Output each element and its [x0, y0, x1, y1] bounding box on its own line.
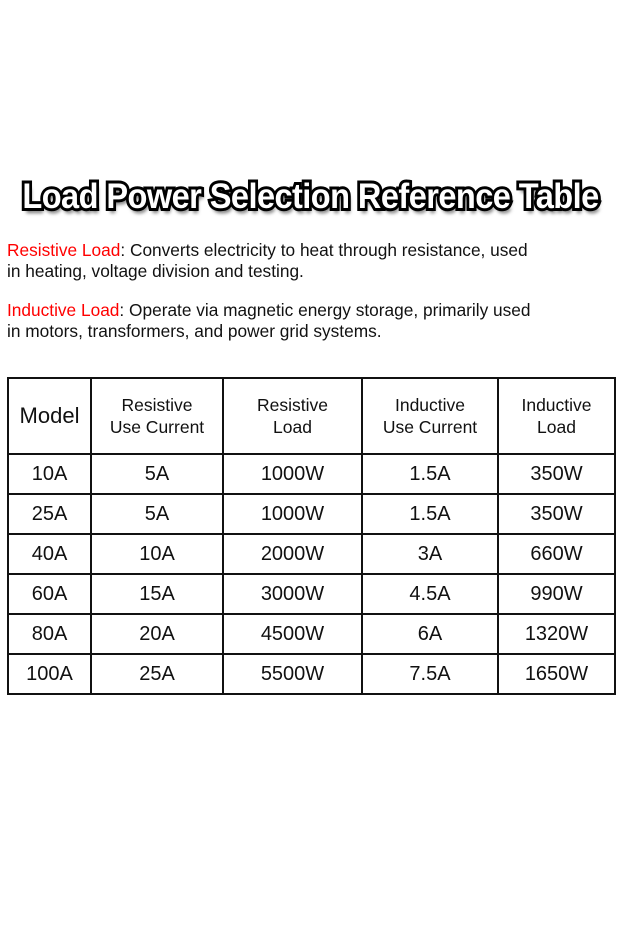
header-text-line-2: Load: [537, 417, 576, 437]
inductive-definition-text: : Operate via magnetic energy storage, primarily used: [119, 300, 531, 320]
table-row: [8, 494, 615, 534]
cell-resistive-use-current: 15A: [91, 574, 223, 614]
cell-inductive-use-current: 1.5A: [362, 454, 498, 494]
cell-resistive-use-current: 20A: [91, 614, 223, 654]
table-row: [8, 454, 615, 494]
cell-model: 10A: [8, 454, 91, 494]
cell-resistive-use-current: 5A: [91, 494, 223, 534]
cell-resistive-use-current: 5A: [91, 454, 223, 494]
cell-inductive-load: 350W: [498, 454, 615, 494]
cell-resistive-use-current: 25A: [91, 654, 223, 694]
inductive-description-line-2: in motors, transformers, and power grid systems.: [7, 321, 382, 341]
cell-model: 60A: [8, 574, 91, 614]
cell-resistive-use-current: 10A: [91, 534, 223, 574]
header-text-line-1: Inductive: [521, 395, 592, 415]
cell-inductive-load: 1320W: [498, 614, 615, 654]
column-header-inductive-use-current: [362, 378, 498, 454]
inductive-load-term: Inductive Load: [7, 300, 120, 320]
header-text-line-1: Resistive: [121, 395, 193, 415]
cell-resistive-load: 1000W: [223, 494, 362, 534]
page-title: Load Power Selection Reference Table: [22, 177, 599, 216]
header-text-line-1: Resistive: [257, 395, 328, 415]
cell-inductive-load: 990W: [498, 574, 615, 614]
cell-model: 40A: [8, 534, 91, 574]
column-header-resistive-load: [223, 378, 362, 454]
header-text: Model: [19, 403, 80, 428]
resistive-description-line-2: in heating, voltage division and testing.: [7, 261, 304, 281]
column-header-inductive-load: [498, 378, 615, 454]
cell-resistive-load: 3000W: [223, 574, 362, 614]
cell-inductive-use-current: 4.5A: [362, 574, 498, 614]
cell-resistive-load: 2000W: [223, 534, 362, 574]
cell-inductive-use-current: 3A: [362, 534, 498, 574]
cell-inductive-use-current: 6A: [362, 614, 498, 654]
cell-inductive-load: 1650W: [498, 654, 615, 694]
column-header-model: [8, 378, 91, 454]
cell-resistive-load: 4500W: [223, 614, 362, 654]
header-text-line-1: Inductive: [394, 395, 466, 415]
table-row: [8, 574, 615, 614]
header-text-line-2: Load: [273, 417, 312, 437]
cell-resistive-load: 1000W: [223, 454, 362, 494]
inductive-load-description: [7, 300, 613, 342]
table-row: [8, 534, 615, 574]
table-header-row: [8, 378, 615, 454]
table-row: [8, 654, 615, 694]
resistive-load-term: Resistive Load: [7, 240, 121, 260]
load-power-reference-table: [7, 377, 616, 695]
table-row: [8, 614, 615, 654]
cell-model: 80A: [8, 614, 91, 654]
cell-inductive-use-current: 1.5A: [362, 494, 498, 534]
resistive-description-line-1: [7, 240, 613, 261]
cell-model: 25A: [8, 494, 91, 534]
inductive-description-line-1: [7, 300, 613, 321]
cell-inductive-load: 350W: [498, 494, 615, 534]
cell-model: 100A: [8, 654, 91, 694]
column-header-resistive-use-current: [91, 378, 223, 454]
cell-inductive-use-current: 7.5A: [362, 654, 498, 694]
header-text-line-2: Use Current: [382, 417, 478, 437]
cell-resistive-load: 5500W: [223, 654, 362, 694]
header-text-line-2: Use Current: [109, 417, 205, 437]
cell-inductive-load: 660W: [498, 534, 615, 574]
resistive-load-description: [7, 240, 613, 282]
resistive-definition-text: : Converts electricity to heat through resistance, used: [120, 240, 528, 260]
